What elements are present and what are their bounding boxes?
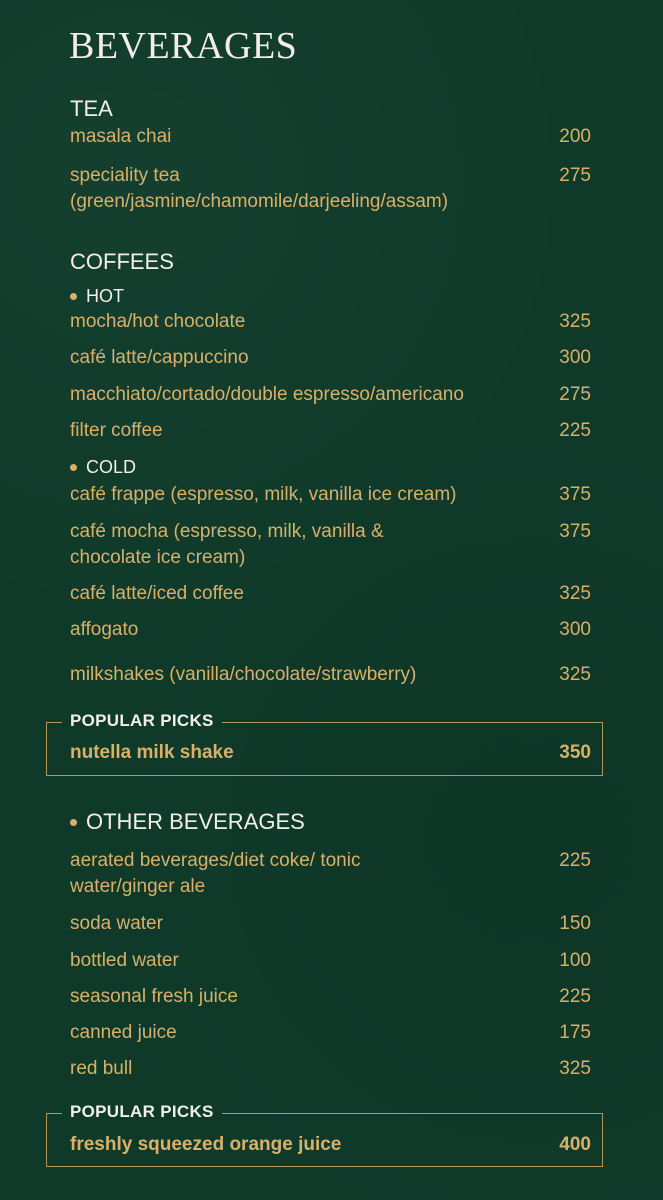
bullet-icon <box>70 819 77 826</box>
item-name: speciality tea (green/jasmine/chamomile/darjeeling/assam) <box>70 165 449 212</box>
tea-heading: TEA <box>70 96 113 121</box>
item-price: 375 <box>559 521 591 542</box>
menu-item <box>70 984 591 1010</box>
menu-item <box>70 309 591 335</box>
menu-item <box>70 124 591 150</box>
other-beverages-heading <box>70 809 305 835</box>
bullet-icon <box>70 293 77 300</box>
menu-item <box>70 418 591 444</box>
menu-item <box>70 581 591 607</box>
menu-item <box>70 1056 591 1082</box>
item-name: café frappe (espresso, milk, vanilla ice cream) <box>70 484 457 505</box>
item-name: red bull <box>70 1058 133 1079</box>
item-name: filter coffee <box>70 420 163 441</box>
menu-item <box>70 519 591 571</box>
item-name: nutella milk shake <box>70 742 234 763</box>
page-title: BEVERAGES <box>69 25 298 67</box>
menu-item <box>70 911 591 937</box>
cold-subheading <box>70 457 136 478</box>
item-name: soda water <box>70 913 163 934</box>
item-price: 175 <box>559 1022 591 1043</box>
hot-subheading <box>70 286 124 307</box>
item-price: 350 <box>559 742 591 763</box>
item-name: masala chai <box>70 126 172 147</box>
item-name: affogato <box>70 619 139 640</box>
menu-item <box>70 1020 591 1046</box>
item-name: freshly squeezed orange juice <box>70 1134 342 1155</box>
bullet-icon <box>70 464 77 471</box>
item-name: seasonal fresh juice <box>70 986 238 1007</box>
item-price: 275 <box>559 165 591 186</box>
item-price: 225 <box>559 420 591 441</box>
popular-picks-label: POPULAR PICKS <box>62 711 222 731</box>
item-price: 225 <box>559 986 591 1007</box>
item-name: café mocha (espresso, milk, vanilla & chocolate ice cream) <box>70 521 384 568</box>
menu-item <box>70 163 591 215</box>
menu-item <box>70 617 591 643</box>
item-name: bottled water <box>70 950 179 971</box>
item-price: 325 <box>559 664 591 685</box>
item-price: 100 <box>559 950 591 971</box>
popular-pick-item <box>70 742 591 764</box>
item-price: 325 <box>559 583 591 604</box>
item-price: 150 <box>559 913 591 934</box>
item-price: 275 <box>559 384 591 405</box>
menu-item <box>70 662 591 688</box>
item-name: aerated beverages/diet coke/ tonic water/ginger ale <box>70 850 361 897</box>
item-name: café latte/iced coffee <box>70 583 244 604</box>
other-beverages-label: OTHER BEVERAGES <box>86 809 305 834</box>
popular-picks-label: POPULAR PICKS <box>62 1102 222 1122</box>
item-price: 325 <box>559 311 591 332</box>
item-price: 200 <box>559 126 591 147</box>
menu-item <box>70 848 591 900</box>
item-name: milkshakes (vanilla/chocolate/strawberry) <box>70 664 417 685</box>
item-price: 400 <box>559 1134 591 1155</box>
item-price: 375 <box>559 484 591 505</box>
cold-label: COLD <box>86 457 137 477</box>
menu-item <box>70 345 591 371</box>
menu-item <box>70 382 591 408</box>
item-name: macchiato/cortado/double espresso/americano <box>70 384 464 405</box>
menu-item <box>70 948 591 974</box>
item-name: mocha/hot chocolate <box>70 311 246 332</box>
item-price: 225 <box>559 850 591 871</box>
popular-pick-item <box>70 1134 591 1156</box>
menu-item <box>70 482 591 508</box>
item-name: café latte/cappuccino <box>70 347 249 368</box>
item-price: 300 <box>559 619 591 640</box>
item-price: 325 <box>559 1058 591 1079</box>
hot-label: HOT <box>86 286 124 306</box>
coffees-heading: COFFEES <box>70 249 174 274</box>
item-price: 300 <box>559 347 591 368</box>
item-name: canned juice <box>70 1022 177 1043</box>
